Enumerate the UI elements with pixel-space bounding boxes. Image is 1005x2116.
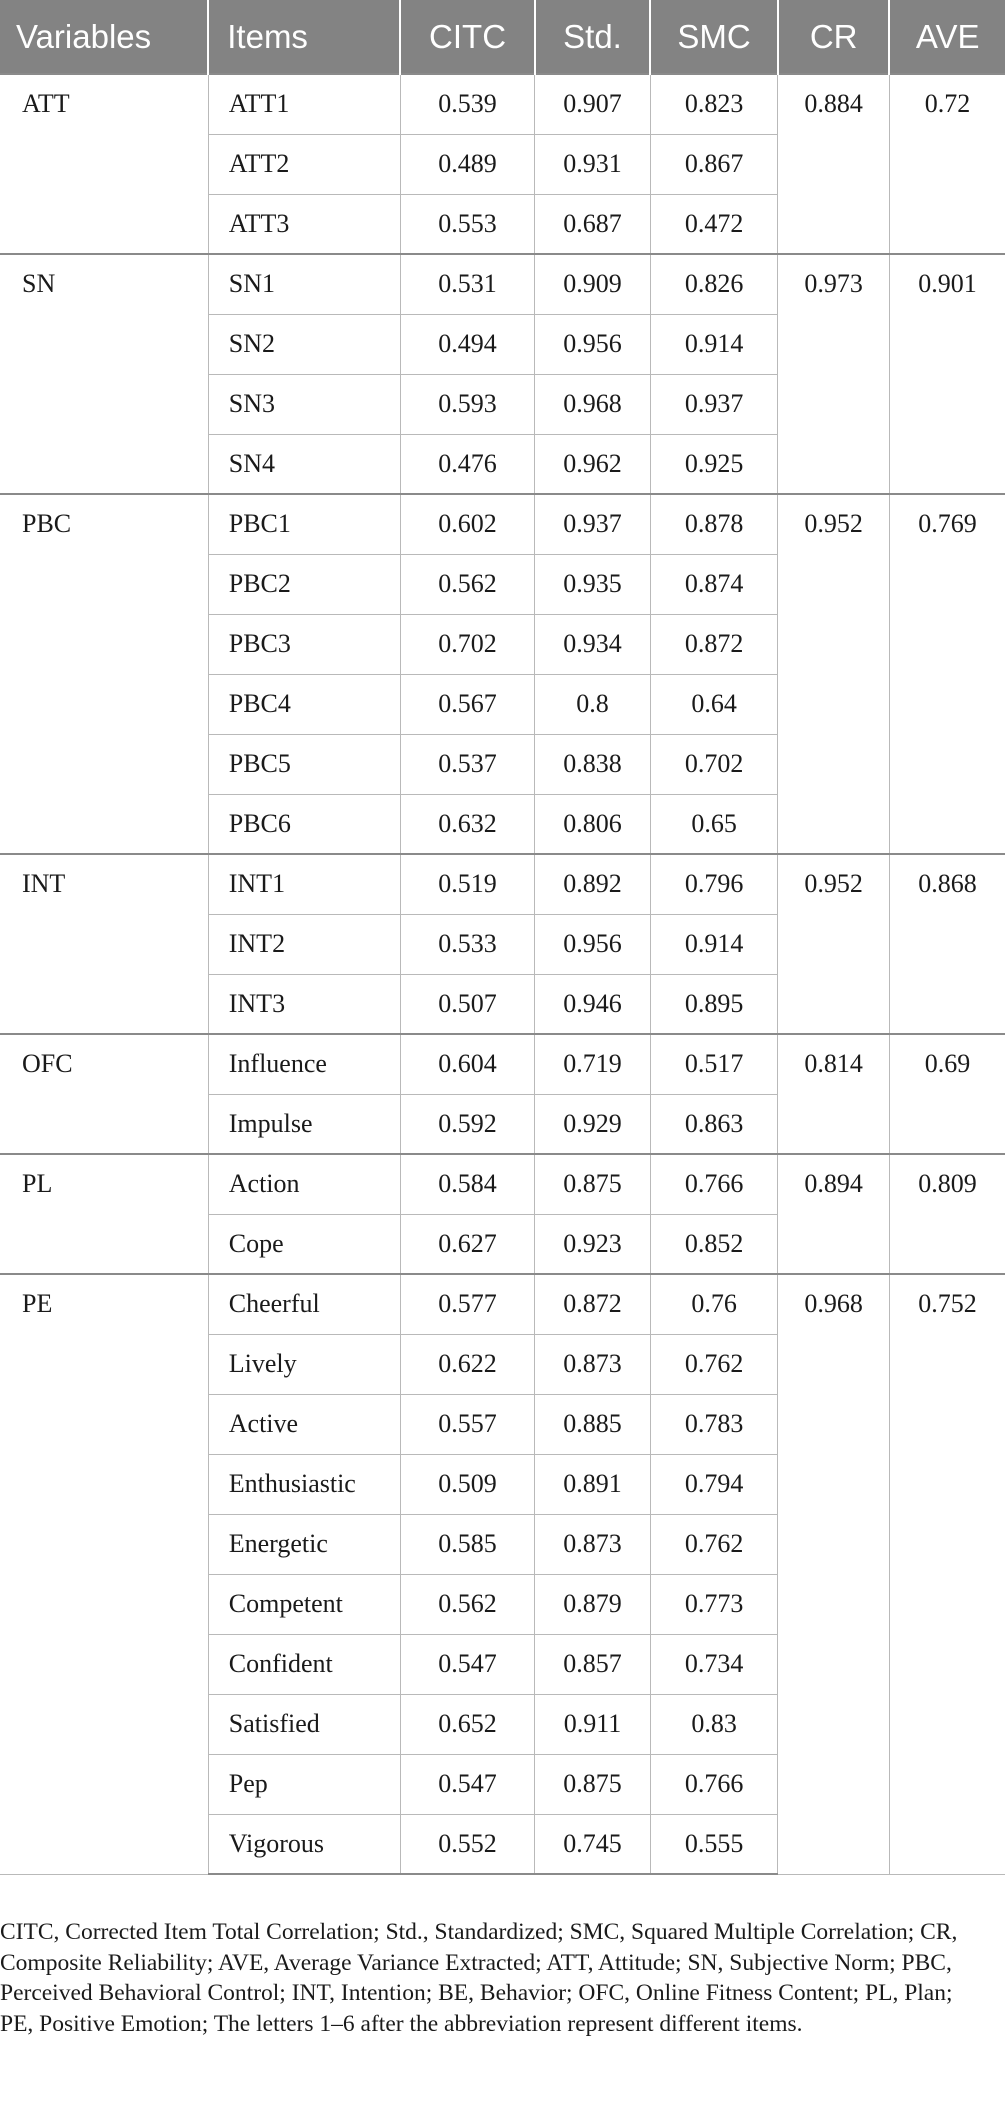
item-cell: ATT3 [208, 194, 400, 254]
smc-cell: 0.517 [650, 1034, 778, 1094]
ave-cell: 0.769 [889, 494, 1005, 854]
citc-cell: 0.567 [400, 674, 534, 734]
ave-cell: 0.809 [889, 1154, 1005, 1274]
std-cell: 0.687 [535, 194, 651, 254]
item-cell: SN1 [208, 254, 400, 314]
citc-cell: 0.547 [400, 1754, 534, 1814]
smc-cell: 0.83 [650, 1694, 778, 1754]
std-cell: 0.885 [535, 1394, 651, 1454]
smc-cell: 0.914 [650, 914, 778, 974]
std-cell: 0.892 [535, 854, 651, 914]
cr-cell: 0.894 [778, 1154, 890, 1274]
table-row [0, 254, 1005, 314]
cr-cell: 0.814 [778, 1034, 890, 1154]
std-cell: 0.875 [535, 1154, 651, 1214]
variable-cell: SN [0, 254, 208, 494]
citc-cell: 0.539 [400, 74, 534, 134]
std-cell: 0.935 [535, 554, 651, 614]
variable-cell: PL [0, 1154, 208, 1274]
cr-cell: 0.952 [778, 494, 890, 854]
item-cell: Pep [208, 1754, 400, 1814]
std-cell: 0.857 [535, 1634, 651, 1694]
table-row [0, 494, 1005, 554]
smc-cell: 0.773 [650, 1574, 778, 1634]
item-cell: PBC5 [208, 734, 400, 794]
header-row [0, 0, 1005, 74]
item-cell: Action [208, 1154, 400, 1214]
citc-cell: 0.519 [400, 854, 534, 914]
table-row [0, 74, 1005, 134]
table-row [0, 1274, 1005, 1334]
smc-cell: 0.874 [650, 554, 778, 614]
std-cell: 0.879 [535, 1574, 651, 1634]
ave-cell: 0.72 [889, 74, 1005, 254]
item-cell: INT3 [208, 974, 400, 1034]
citc-cell: 0.533 [400, 914, 534, 974]
std-cell: 0.745 [535, 1814, 651, 1874]
item-cell: Satisfied [208, 1694, 400, 1754]
item-cell: PBC3 [208, 614, 400, 674]
table-header [0, 0, 1005, 74]
citc-cell: 0.562 [400, 554, 534, 614]
std-cell: 0.946 [535, 974, 651, 1034]
variable-cell: INT [0, 854, 208, 1034]
item-cell: PBC4 [208, 674, 400, 734]
citc-cell: 0.494 [400, 314, 534, 374]
std-cell: 0.838 [535, 734, 651, 794]
citc-cell: 0.562 [400, 1574, 534, 1634]
item-cell: Influence [208, 1034, 400, 1094]
smc-cell: 0.863 [650, 1094, 778, 1154]
citc-cell: 0.632 [400, 794, 534, 854]
ave-cell: 0.752 [889, 1274, 1005, 1874]
citc-cell: 0.557 [400, 1394, 534, 1454]
citc-cell: 0.593 [400, 374, 534, 434]
column-header-std: Std. [535, 0, 651, 74]
column-header-items: Items [208, 0, 400, 74]
std-cell: 0.909 [535, 254, 651, 314]
smc-cell: 0.762 [650, 1514, 778, 1574]
citc-cell: 0.585 [400, 1514, 534, 1574]
smc-cell: 0.914 [650, 314, 778, 374]
item-cell: SN3 [208, 374, 400, 434]
item-cell: SN4 [208, 434, 400, 494]
column-header-ave: AVE [889, 0, 1005, 74]
cr-cell: 0.952 [778, 854, 890, 1034]
item-cell: Cheerful [208, 1274, 400, 1334]
column-header-citc: CITC [400, 0, 534, 74]
std-cell: 0.873 [535, 1514, 651, 1574]
item-cell: SN2 [208, 314, 400, 374]
std-cell: 0.937 [535, 494, 651, 554]
smc-cell: 0.823 [650, 74, 778, 134]
variable-cell: PBC [0, 494, 208, 854]
smc-cell: 0.925 [650, 434, 778, 494]
smc-cell: 0.762 [650, 1334, 778, 1394]
citc-cell: 0.584 [400, 1154, 534, 1214]
smc-cell: 0.895 [650, 974, 778, 1034]
std-cell: 0.956 [535, 314, 651, 374]
smc-cell: 0.766 [650, 1754, 778, 1814]
item-cell: Vigorous [208, 1814, 400, 1874]
citc-cell: 0.604 [400, 1034, 534, 1094]
item-cell: PBC2 [208, 554, 400, 614]
smc-cell: 0.76 [650, 1274, 778, 1334]
citc-cell: 0.577 [400, 1274, 534, 1334]
citc-cell: 0.476 [400, 434, 534, 494]
citc-cell: 0.627 [400, 1214, 534, 1274]
item-cell: Energetic [208, 1514, 400, 1574]
std-cell: 0.8 [535, 674, 651, 734]
table-row [0, 1034, 1005, 1094]
item-cell: Lively [208, 1334, 400, 1394]
item-cell: PBC6 [208, 794, 400, 854]
smc-cell: 0.937 [650, 374, 778, 434]
smc-cell: 0.867 [650, 134, 778, 194]
std-cell: 0.891 [535, 1454, 651, 1514]
std-cell: 0.923 [535, 1214, 651, 1274]
variable-cell: PE [0, 1274, 208, 1874]
smc-cell: 0.64 [650, 674, 778, 734]
smc-cell: 0.872 [650, 614, 778, 674]
column-header-variables: Variables [0, 0, 208, 74]
smc-cell: 0.783 [650, 1394, 778, 1454]
cr-cell: 0.968 [778, 1274, 890, 1874]
citc-cell: 0.622 [400, 1334, 534, 1394]
std-cell: 0.872 [535, 1274, 651, 1334]
std-cell: 0.806 [535, 794, 651, 854]
ave-cell: 0.868 [889, 854, 1005, 1034]
variable-cell: OFC [0, 1034, 208, 1154]
item-cell: INT2 [208, 914, 400, 974]
citc-cell: 0.652 [400, 1694, 534, 1754]
smc-cell: 0.878 [650, 494, 778, 554]
std-cell: 0.911 [535, 1694, 651, 1754]
std-cell: 0.719 [535, 1034, 651, 1094]
citc-cell: 0.553 [400, 194, 534, 254]
item-cell: PBC1 [208, 494, 400, 554]
item-cell: Enthusiastic [208, 1454, 400, 1514]
smc-cell: 0.766 [650, 1154, 778, 1214]
item-cell: ATT1 [208, 74, 400, 134]
ave-cell: 0.901 [889, 254, 1005, 494]
table-row [0, 854, 1005, 914]
citc-cell: 0.702 [400, 614, 534, 674]
citc-cell: 0.537 [400, 734, 534, 794]
item-cell: Competent [208, 1574, 400, 1634]
smc-cell: 0.852 [650, 1214, 778, 1274]
item-cell: INT1 [208, 854, 400, 914]
item-cell: Impulse [208, 1094, 400, 1154]
ave-cell: 0.69 [889, 1034, 1005, 1154]
citc-cell: 0.547 [400, 1634, 534, 1694]
table-row [0, 1154, 1005, 1214]
smc-cell: 0.794 [650, 1454, 778, 1514]
smc-cell: 0.702 [650, 734, 778, 794]
column-header-cr: CR [778, 0, 890, 74]
citc-cell: 0.552 [400, 1814, 534, 1874]
std-cell: 0.968 [535, 374, 651, 434]
std-cell: 0.907 [535, 74, 651, 134]
std-cell: 0.931 [535, 134, 651, 194]
smc-cell: 0.472 [650, 194, 778, 254]
cr-cell: 0.884 [778, 74, 890, 254]
cr-cell: 0.973 [778, 254, 890, 494]
std-cell: 0.873 [535, 1334, 651, 1394]
table-body [0, 74, 1005, 1874]
smc-cell: 0.826 [650, 254, 778, 314]
std-cell: 0.875 [535, 1754, 651, 1814]
variable-cell: ATT [0, 74, 208, 254]
smc-cell: 0.796 [650, 854, 778, 914]
std-cell: 0.956 [535, 914, 651, 974]
citc-cell: 0.509 [400, 1454, 534, 1514]
smc-cell: 0.734 [650, 1634, 778, 1694]
citc-cell: 0.489 [400, 134, 534, 194]
column-header-smc: SMC [650, 0, 778, 74]
citc-cell: 0.602 [400, 494, 534, 554]
std-cell: 0.962 [535, 434, 651, 494]
item-cell: ATT2 [208, 134, 400, 194]
smc-cell: 0.65 [650, 794, 778, 854]
citc-cell: 0.531 [400, 254, 534, 314]
table-footnote: CITC, Corrected Item Total Correlation; Std., Standardized; SMC, Squared Multiple Correlation; CR, Composite Reliability; AVE, Average Variance Extracted; ATT, Attitude; SN, Subjective Norm; PBC, Perceived Behavioral Control; INT, Intention; BE, Behavior; OFC, Online Fitness Content; PL, Plan; PE, Positive Emotion; The letters 1–6 after the abbreviation represent different items. [0, 1919, 958, 2037]
citc-cell: 0.592 [400, 1094, 534, 1154]
item-cell: Cope [208, 1214, 400, 1274]
smc-cell: 0.555 [650, 1814, 778, 1874]
std-cell: 0.934 [535, 614, 651, 674]
std-cell: 0.929 [535, 1094, 651, 1154]
item-cell: Active [208, 1394, 400, 1454]
item-cell: Confident [208, 1634, 400, 1694]
citc-cell: 0.507 [400, 974, 534, 1034]
